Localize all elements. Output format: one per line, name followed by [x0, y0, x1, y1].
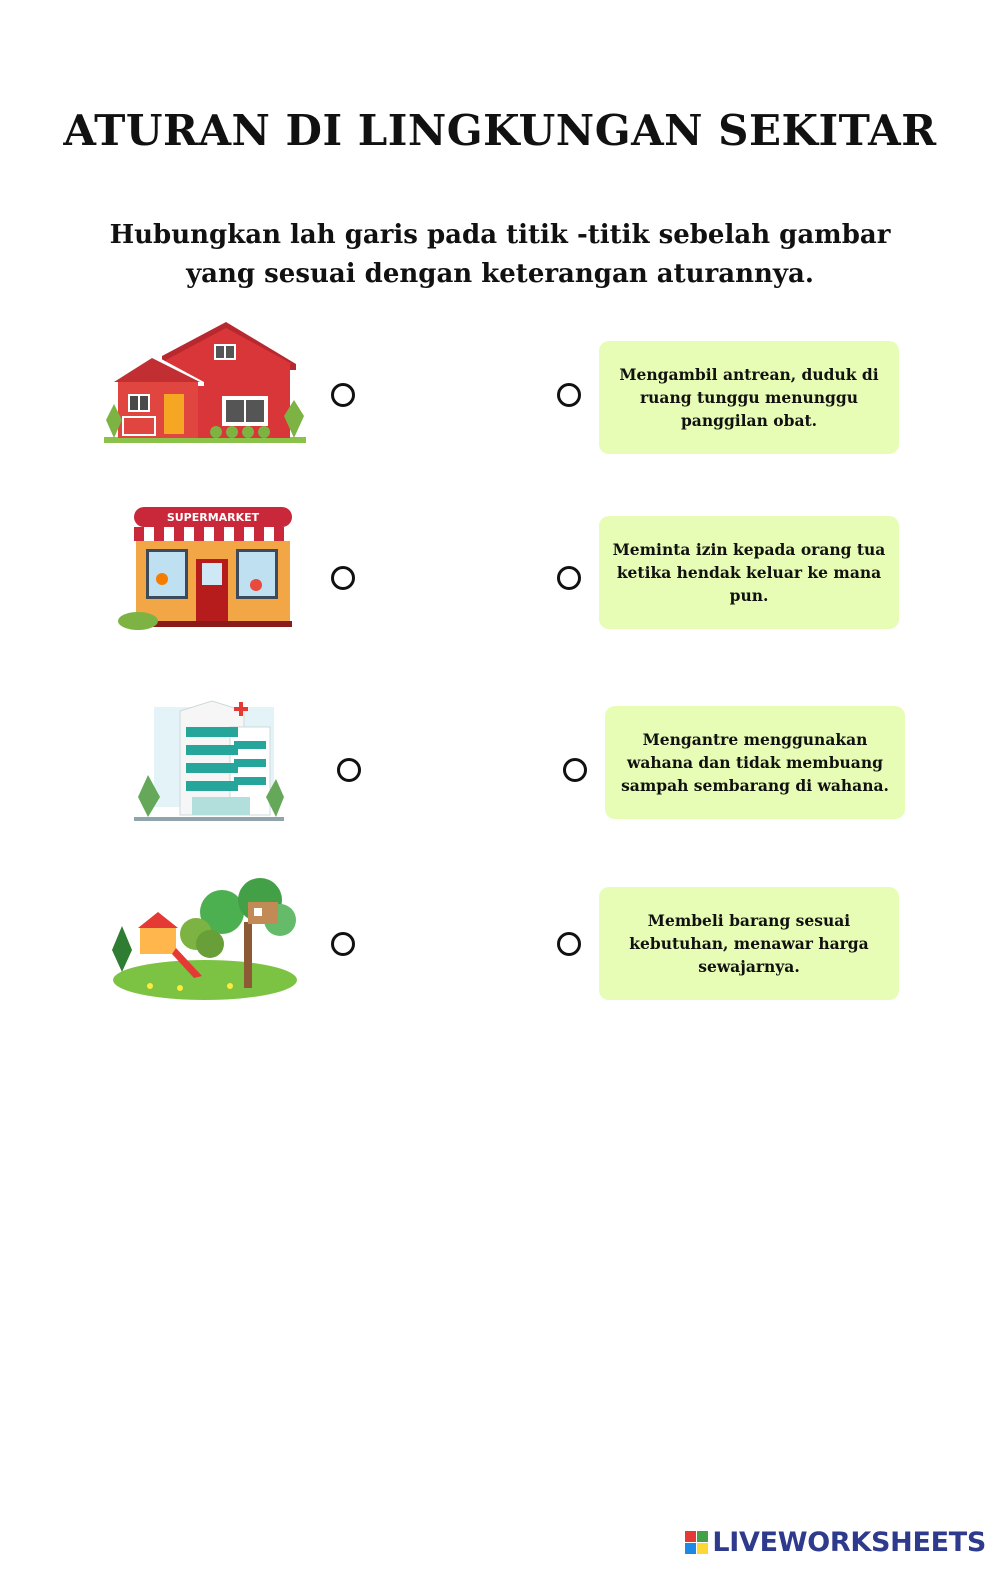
liveworksheets-logo-icon: [685, 1531, 708, 1554]
page-title: ATURAN DI LINGKUNGAN SEKITAR: [63, 106, 937, 155]
instruction-text: Hubungkan lah garis pada titik -titik sebelah gambar yang sesuai dengan keterangan aturannya.: [109, 220, 891, 289]
description-dot-3[interactable]: [563, 758, 587, 782]
supermarket-icon: [116, 505, 296, 631]
description-text: Membeli barang sesuai kebutuhan, menawar harga sewajarnya.: [629, 911, 869, 976]
description-card-3: [605, 706, 905, 819]
description-card-4: [599, 887, 899, 1000]
description-dot-2[interactable]: [557, 566, 581, 590]
description-text: Meminta izin kepada orang tua ketika hendak keluar ke mana pun.: [612, 540, 886, 605]
supermarket-image: [116, 505, 296, 631]
playground-icon: [110, 876, 300, 1002]
house-image: [104, 320, 306, 446]
description-text: Mengantre menggunakan wahana dan tidak membuang sampah sembarang di wahana.: [621, 730, 889, 795]
description-text: Mengambil antrean, duduk di ruang tunggu menunggu panggilan obat.: [619, 365, 879, 430]
description-dot-4[interactable]: [557, 932, 581, 956]
hospital-icon: [134, 697, 284, 825]
liveworksheets-brand: [685, 1527, 986, 1558]
image-dot-1[interactable]: [331, 383, 355, 407]
image-dot-4[interactable]: [331, 932, 355, 956]
house-icon: [104, 320, 306, 446]
brand-text: LIVEWORKSHEETS: [712, 1527, 986, 1558]
description-card-1: [599, 341, 899, 454]
hospital-image: [134, 697, 284, 825]
supermarket-sign: SUPERMARKET: [166, 511, 260, 524]
description-card-2: [599, 516, 899, 629]
description-dot-1[interactable]: [557, 383, 581, 407]
playground-image: [110, 876, 300, 1002]
image-dot-3[interactable]: [337, 758, 361, 782]
image-dot-2[interactable]: [331, 566, 355, 590]
